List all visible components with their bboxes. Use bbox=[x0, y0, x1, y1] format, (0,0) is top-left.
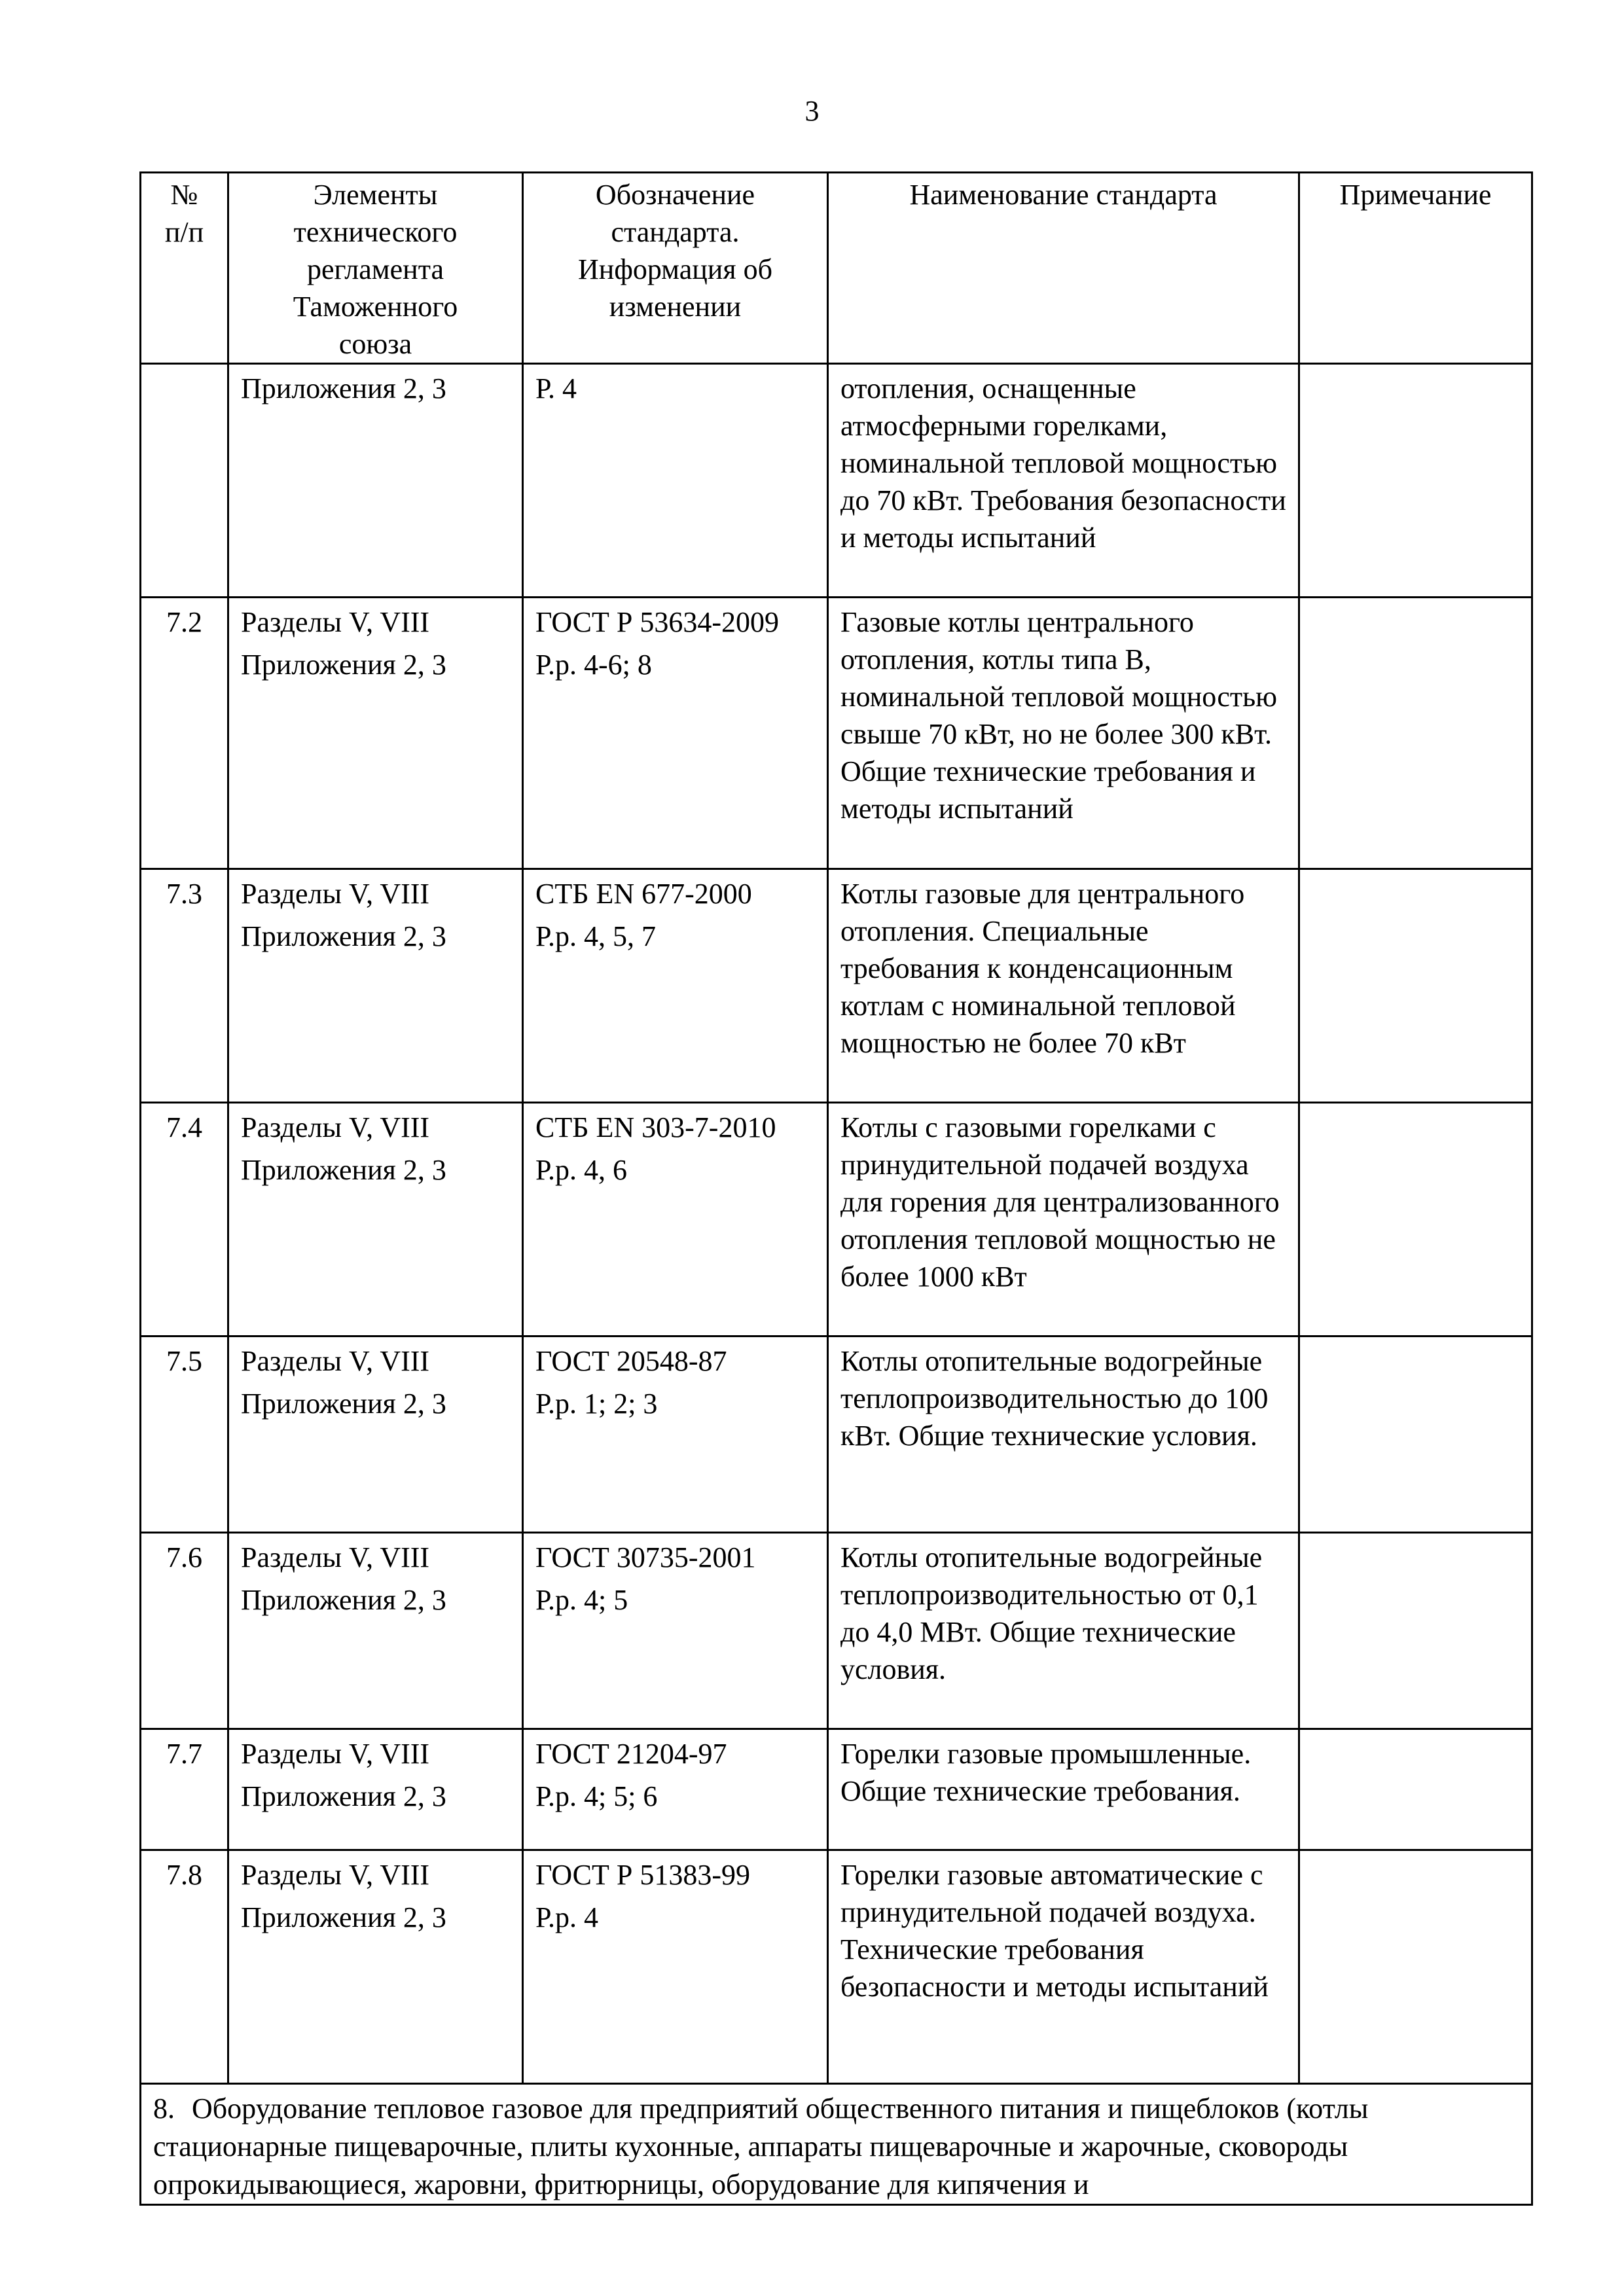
standard-name: Котлы отопительные водогрейные теплопроизводительностью до 100 кВт. Общие технические условия. bbox=[840, 1345, 1269, 1452]
row-number: 7.2 bbox=[166, 606, 202, 638]
designation-line: Р.р. 4, 6 bbox=[535, 1154, 627, 1186]
header-designation bbox=[523, 173, 828, 364]
header-standard-name bbox=[828, 173, 1299, 364]
designation-line: Р. 4 bbox=[535, 372, 577, 404]
cell-note bbox=[1299, 869, 1532, 1103]
table-row bbox=[141, 1336, 1532, 1533]
designation-line: ГОСТ 21204-97 bbox=[535, 1738, 727, 1770]
header-elements-text: Элементы технического регламента Таможенного союза bbox=[293, 179, 458, 360]
designation-line: ГОСТ Р 51383-99 bbox=[535, 1859, 751, 1891]
cell-standard-name bbox=[828, 598, 1299, 869]
designation-line: Р.р. 4, 5, 7 bbox=[535, 920, 656, 952]
designation-line: Р.р. 4 bbox=[535, 1901, 598, 1933]
table-row bbox=[141, 1850, 1532, 2084]
section-row bbox=[141, 2084, 1532, 2205]
cell-designation bbox=[523, 364, 828, 598]
header-note bbox=[1299, 173, 1532, 364]
designation-line: СТБ EN 677-2000 bbox=[535, 878, 752, 910]
cell-designation bbox=[523, 869, 828, 1103]
element-line: Разделы V, VIII bbox=[241, 1859, 430, 1891]
element-line: Разделы V, VIII bbox=[241, 1111, 430, 1143]
cell-elements bbox=[228, 1729, 523, 1850]
element-line: Разделы V, VIII bbox=[241, 1738, 430, 1770]
designation-line: СТБ EN 303-7-2010 bbox=[535, 1111, 776, 1143]
row-number: 7.7 bbox=[166, 1738, 202, 1770]
cell-number bbox=[141, 869, 228, 1103]
cell-designation bbox=[523, 1850, 828, 2084]
table-row bbox=[141, 364, 1532, 598]
element-line: Разделы V, VIII bbox=[241, 878, 430, 910]
cell-number bbox=[141, 598, 228, 869]
row-number: 7.6 bbox=[166, 1541, 202, 1573]
standard-name: Котлы с газовыми горелками с принудительной подачей воздуха для горения для централизованного отопления тепловой мощностью не более 1000 кВт bbox=[840, 1111, 1280, 1293]
cell-designation bbox=[523, 1533, 828, 1729]
cell-note bbox=[1299, 364, 1532, 598]
table-header-row bbox=[141, 173, 1532, 364]
cell-elements bbox=[228, 1103, 523, 1336]
standards-table bbox=[139, 171, 1533, 2206]
cell-note bbox=[1299, 1533, 1532, 1729]
cell-number bbox=[141, 364, 228, 598]
header-note-text: Примечание bbox=[1339, 179, 1492, 211]
element-line: Приложения 2, 3 bbox=[241, 1154, 446, 1186]
element-line: Приложения 2, 3 bbox=[241, 1584, 446, 1616]
section-cell bbox=[141, 2084, 1532, 2205]
element-line: Приложения 2, 3 bbox=[241, 1901, 446, 1933]
element-line: Приложения 2, 3 bbox=[241, 1780, 446, 1812]
designation-line: Р.р. 4; 5; 6 bbox=[535, 1780, 658, 1812]
table-row bbox=[141, 598, 1532, 869]
row-number: 7.3 bbox=[166, 878, 202, 910]
designation-line: ГОСТ Р 53634-2009 bbox=[535, 606, 780, 638]
cell-designation bbox=[523, 1336, 828, 1533]
cell-standard-name bbox=[828, 1336, 1299, 1533]
page-number: 3 bbox=[804, 95, 820, 127]
element-line: Приложения 2, 3 bbox=[241, 920, 446, 952]
table-row bbox=[141, 869, 1532, 1103]
designation-line: ГОСТ 30735-2001 bbox=[535, 1541, 756, 1573]
cell-note bbox=[1299, 598, 1532, 869]
table-row bbox=[141, 1533, 1532, 1729]
cell-standard-name bbox=[828, 364, 1299, 598]
cell-number bbox=[141, 1533, 228, 1729]
cell-elements bbox=[228, 1336, 523, 1533]
table-row bbox=[141, 1103, 1532, 1336]
designation-line: Р.р. 4; 5 bbox=[535, 1584, 628, 1616]
cell-number bbox=[141, 1103, 228, 1336]
standard-name: Котлы газовые для центрального отопления. Специальные требования к конденсационным котлам с номинальной тепловой мощностью не более 70 кВт bbox=[840, 878, 1245, 1059]
cell-note bbox=[1299, 1103, 1532, 1336]
table-row bbox=[141, 1729, 1532, 1850]
cell-elements bbox=[228, 1533, 523, 1729]
row-number: 7.4 bbox=[166, 1111, 202, 1143]
standard-name: Горелки газовые промышленные. Общие технические требования. bbox=[840, 1738, 1252, 1807]
header-standard-name-text: Наименование стандарта bbox=[909, 179, 1218, 211]
element-line: Разделы V, VIII bbox=[241, 606, 430, 638]
cell-standard-name bbox=[828, 869, 1299, 1103]
cell-number bbox=[141, 1850, 228, 2084]
cell-note bbox=[1299, 1850, 1532, 2084]
element-line: Разделы V, VIII bbox=[241, 1541, 430, 1573]
section-number: 8. bbox=[153, 2092, 175, 2125]
designation-line: Р.р. 4-6; 8 bbox=[535, 649, 652, 681]
cell-elements bbox=[228, 598, 523, 869]
standard-name: Газовые котлы центрального отопления, котлы типа В, номинальной тепловой мощностью свыше 70 кВт, но не более 300 кВт. Общие технические требования и методы испытаний bbox=[840, 606, 1278, 825]
standard-name: Горелки газовые автоматические с принудительной подачей воздуха. Технические требования безопасности и методы испытаний bbox=[840, 1859, 1269, 2003]
cell-standard-name bbox=[828, 1729, 1299, 1850]
standard-name: отопления, оснащенные атмосферными горелками, номинальной тепловой мощностью до 70 кВт. Требования безопасности и методы испытаний bbox=[840, 372, 1286, 554]
cell-standard-name bbox=[828, 1533, 1299, 1729]
row-number: 7.8 bbox=[166, 1859, 202, 1891]
header-designation-text: Обозначение стандарта. Информация об изменении bbox=[578, 179, 772, 323]
cell-designation bbox=[523, 598, 828, 869]
cell-number bbox=[141, 1336, 228, 1533]
element-line: Приложения 2, 3 bbox=[241, 1388, 446, 1420]
element-line: Приложения 2, 3 bbox=[241, 372, 446, 404]
cell-note bbox=[1299, 1336, 1532, 1533]
cell-number bbox=[141, 1729, 228, 1850]
element-line: Приложения 2, 3 bbox=[241, 649, 446, 681]
designation-line: Р.р. 1; 2; 3 bbox=[535, 1388, 658, 1420]
header-number bbox=[141, 173, 228, 364]
header-number-text: № п/п bbox=[164, 179, 204, 248]
cell-designation bbox=[523, 1103, 828, 1336]
element-line: Разделы V, VIII bbox=[241, 1345, 430, 1377]
standard-name: Котлы отопительные водогрейные теплопроизводительностью от 0,1 до 4,0 МВт. Общие технические условия. bbox=[840, 1541, 1263, 1685]
cell-elements bbox=[228, 869, 523, 1103]
cell-elements bbox=[228, 364, 523, 598]
cell-note bbox=[1299, 1729, 1532, 1850]
cell-elements bbox=[228, 1850, 523, 2084]
cell-designation bbox=[523, 1729, 828, 1850]
cell-standard-name bbox=[828, 1103, 1299, 1336]
row-number: 7.5 bbox=[166, 1345, 202, 1377]
header-elements bbox=[228, 173, 523, 364]
cell-standard-name bbox=[828, 1850, 1299, 2084]
section-text: Оборудование тепловое газовое для предприятий общественного питания и пищеблоков (котлы стационарные пищеварочные, плиты кухонные, аппараты пищеварочные и жарочные, сковороды опрокидывающиеся, жаровни, фритюрницы, оборудование для кипячения и bbox=[153, 2092, 1369, 2200]
designation-line: ГОСТ 20548-87 bbox=[535, 1345, 727, 1377]
